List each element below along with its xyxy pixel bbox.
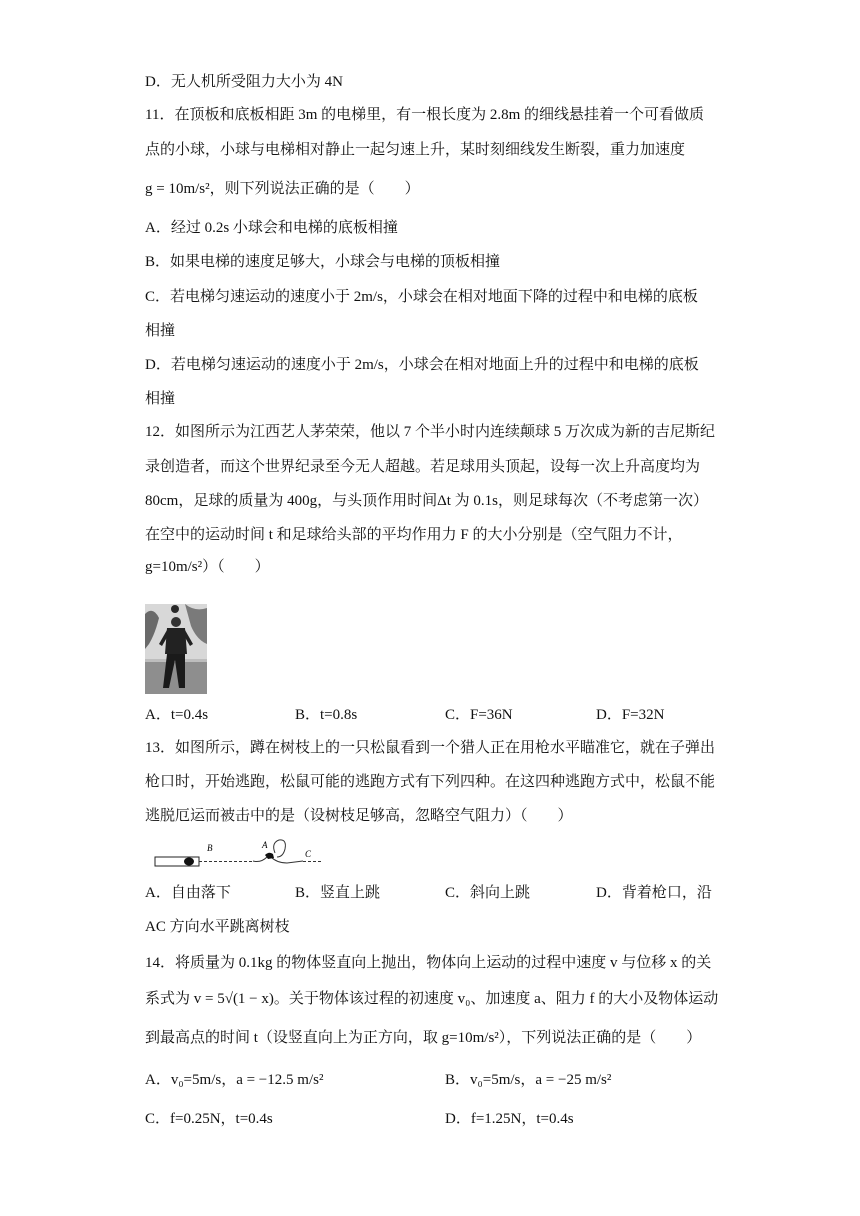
q13-stem-line-3: 逃脱厄运而被击中的是（设树枝足够高，忽略空气阻力）（ ） bbox=[145, 808, 573, 824]
q12-option-c: C．F=36N bbox=[445, 707, 513, 723]
q12-stem-line-5: g=10m/s²）（ ） bbox=[145, 559, 270, 575]
q11-option-c-cont: 相撞 bbox=[145, 323, 176, 339]
q11-option-b: B．如果电梯的速度足够大，小球会与电梯的顶板相撞 bbox=[145, 254, 501, 270]
label-c: C bbox=[305, 849, 312, 859]
q13-stem-line-2: 枪口时，开始逃跑，松鼠可能的逃跑方式有下列四种。在这四种逃跑方式中，松鼠不能 bbox=[145, 774, 716, 790]
q11-stem-line-3: g = 10m/s²，则下列说法正确的是（ ） bbox=[145, 181, 420, 197]
q14-stem-line-1: 14．将质量为 0.1kg 的物体竖直向上抛出，物体向上运动的过程中速度 v 与位移 x 的关 bbox=[145, 955, 712, 971]
q14-option-c: C．f=0.25N，t=0.4s bbox=[145, 1111, 273, 1127]
q14-stem-line-3: 到最高点的时间 t（设竖直向上为正方向，取 g=10m/s²），下列说法正确的是（ ） bbox=[145, 1030, 702, 1046]
q12-option-a: A．t=0.4s bbox=[145, 707, 209, 723]
q14-stem-line-2: 系式为 v = 5√(1 − x)。关于物体该过程的初速度 v₀、加速度 a、阻力 f 的大小及物体运动 bbox=[145, 991, 719, 1007]
q12-stem-line-2: 录创造者，而这个世界纪录至今无人超越。若足球用头顶起，设每一次上升高度均为 bbox=[145, 459, 701, 475]
q13-option-c: C．斜向上跳 bbox=[445, 885, 531, 901]
q14-option-b: B．v₀=5m/s，a = −25 m/s² bbox=[445, 1072, 612, 1088]
q12-stem-line-4: 在空中的运动时间 t 和足球给头部的平均作用力 F 的大小分别是（空气阻力不计， bbox=[145, 527, 683, 543]
q13-option-d-cont: AC 方向水平跳离树枝 bbox=[145, 919, 290, 935]
label-b: B bbox=[207, 843, 213, 853]
juggler-photo bbox=[145, 604, 207, 694]
q12-option-b: B．t=0.8s bbox=[295, 707, 358, 723]
q13-option-a: A．自由落下 bbox=[145, 885, 231, 901]
q11-option-d: D．若电梯匀速运动的速度小于 2m/s，小球会在相对地面上升的过程中和电梯的底板 bbox=[145, 357, 699, 373]
q12-stem-line-3: 80cm，足球的质量为 400g，与头顶作用时间Δt 为 0.1s，则足球每次（不考虑第一次） bbox=[145, 493, 708, 509]
q12-option-d: D．F=32N bbox=[596, 707, 665, 723]
q13-stem-line-1: 13．如图所示，蹲在树枝上的一只松鼠看到一个猎人正在用枪水平瞄准它，就在子弹出 bbox=[145, 740, 716, 756]
q11-stem-line-2: 点的小球，小球与电梯相对静止一起匀速上升，某时刻细线发生断裂，重力加速度 bbox=[145, 142, 686, 158]
q14-option-a: A．v₀=5m/s，a = −12.5 m/s² bbox=[145, 1072, 324, 1088]
label-a: A bbox=[262, 840, 268, 850]
q10-option-d: D．无人机所受阻力大小为 4N bbox=[145, 74, 343, 90]
q11-option-d-cont: 相撞 bbox=[145, 391, 176, 407]
squirrel-hunter-diagram bbox=[153, 837, 323, 871]
q11-option-a: A．经过 0.2s 小球会和电梯的底板相撞 bbox=[145, 220, 398, 236]
q11-option-c: C．若电梯匀速运动的速度小于 2m/s，小球会在相对地面下降的过程中和电梯的底板 bbox=[145, 289, 698, 305]
q12-stem-line-1: 12．如图所示为江西艺人茅荣荣，他以 7 个半小时内连续颠球 5 万次成为新的吉尼斯纪 bbox=[145, 424, 716, 440]
q11-stem-line-1: 11．在顶板和底板相距 3m 的电梯里，有一根长度为 2.8m 的细线悬挂着一个可看做质 bbox=[145, 107, 705, 123]
q13-option-b: B．竖直上跳 bbox=[295, 885, 381, 901]
q14-option-d: D．f=1.25N，t=0.4s bbox=[445, 1111, 574, 1127]
q13-option-d: D．背着枪口，沿 bbox=[596, 885, 712, 901]
